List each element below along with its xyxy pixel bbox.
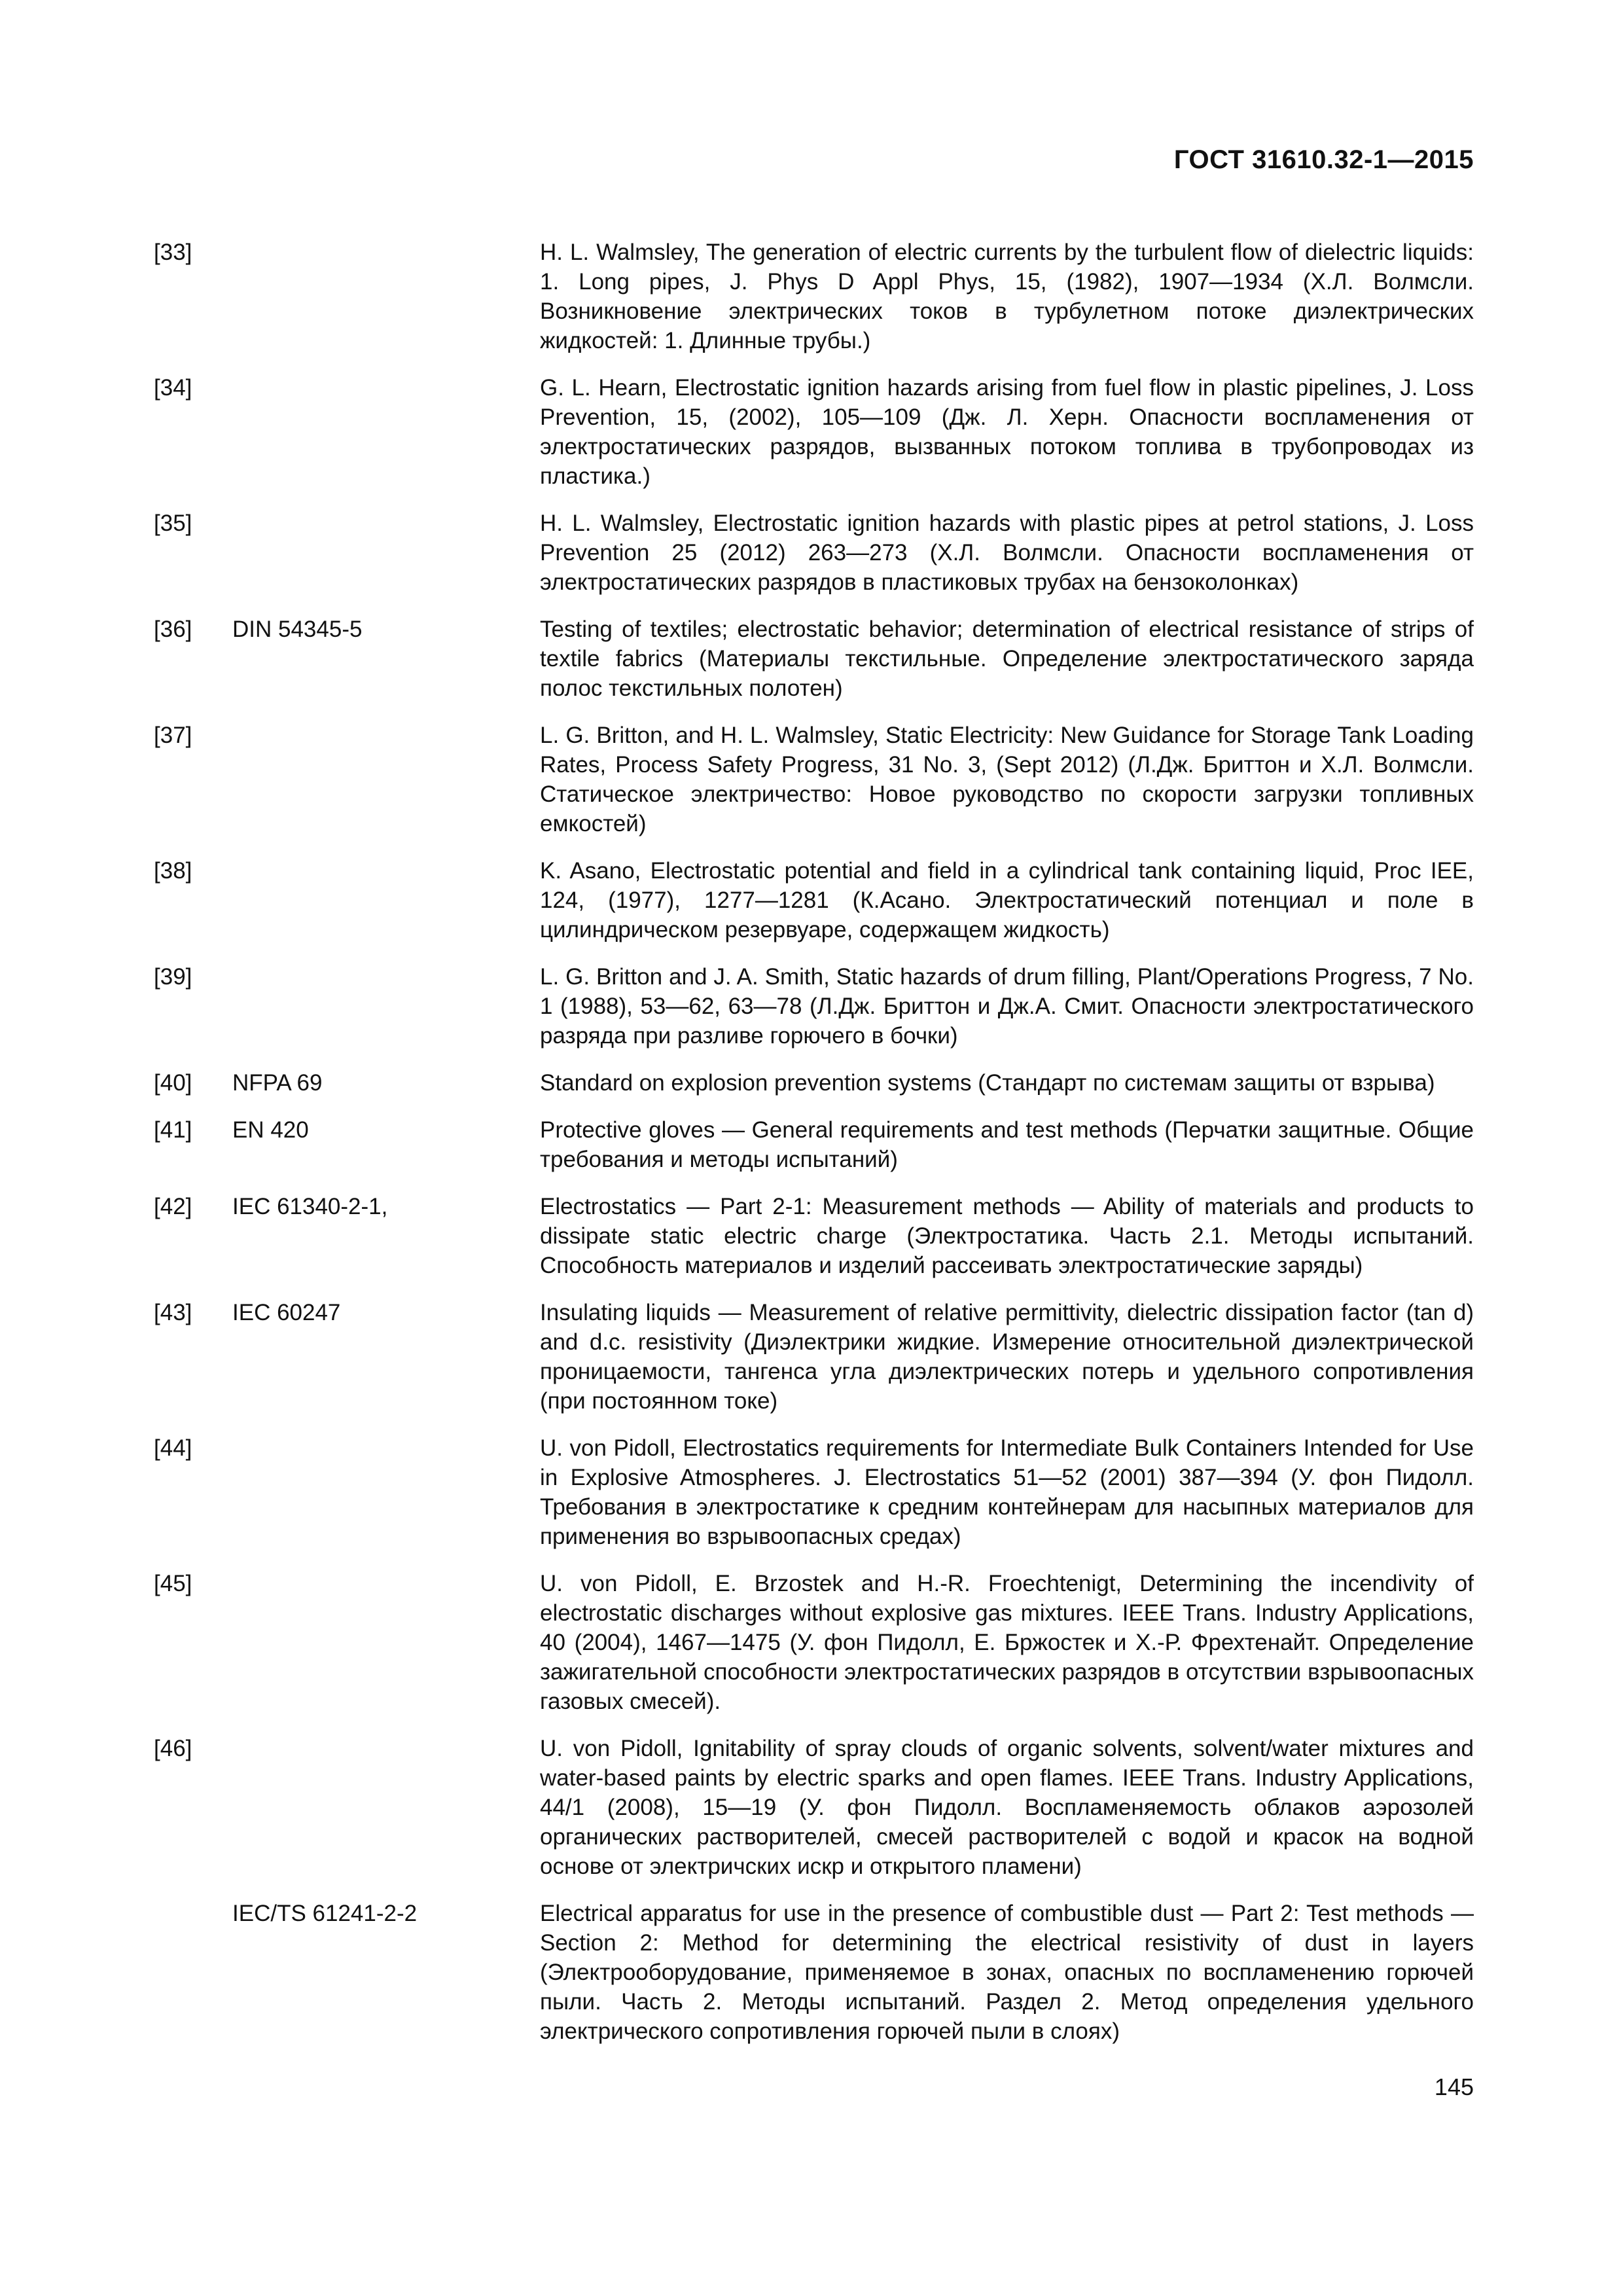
bibliography-entry bbox=[154, 509, 1474, 597]
standard-code: DIN 54345-5 bbox=[232, 617, 363, 642]
bibliography-entry bbox=[154, 1899, 1474, 2046]
reference-number: [46] bbox=[154, 1736, 192, 1761]
standard-code bbox=[232, 721, 540, 838]
bibliography-entry bbox=[154, 1115, 1474, 1174]
bibliography-entry bbox=[154, 721, 1474, 838]
reference-number: [43] bbox=[154, 1300, 192, 1325]
standard-code: EN 420 bbox=[232, 1117, 309, 1143]
reference-text: H. L. Walmsley, The generation of electric currents by the turbulent flow of dielectric liquids: 1. Long pipes, J. Phys D Appl Phys, 15, (1982), 1907—1934 (Х.Л. Волмсли. Возникновение электрических токов в турбулетном потоке диэлектрических жидкостей: 1. Длинные трубы.) bbox=[540, 240, 1474, 353]
standard-code bbox=[232, 962, 540, 1050]
reference-text: L. G. Britton, and H. L. Walmsley, Static Electricity: New Guidance for Storage Tank Loading Rates, Process Safety Progress, 31 No. 3, (Sept 2012) (Л.Дж. Бриттон и Х.Л. Волмсли. Статическое электричество: Новое руководство по скорости загрузки топливных емкостей) bbox=[540, 723, 1474, 836]
reference-number bbox=[154, 1899, 232, 2046]
reference-number: [35] bbox=[154, 511, 192, 536]
reference-text: Electrical apparatus for use in the presence of combustible dust — Part 2: Test methods — Section 2: Method for determining the electrical resistivity of dust in layers (Электрооборудование, применяемое в зонах, опасных по воспламенению горючей пыли. Часть 2. Методы испытаний. Раздел 2. Метод определения удельного электрического сопротивления горючей пыли в слоях) bbox=[540, 1901, 1474, 2044]
standard-code bbox=[232, 1433, 540, 1551]
reference-text: H. L. Walmsley, Electrostatic ignition hazards with plastic pipes at petrol stations, J. Loss Prevention 25 (2012) 263—273 (Х.Л. Волмсли. Опасности воспламенения от электростатических разрядов в пластиковых трубах на бензоколонках) bbox=[540, 511, 1474, 595]
reference-text: Insulating liquids — Measurement of relative permittivity, dielectric dissipation factor (tan d) and d.c. resistivity (Диэлектрики жидкие. Измерение относительной диэлектрической проницаемости, тангенса угла диэлектрических потерь и удельного сопротивления (при постоянном токе) bbox=[540, 1300, 1474, 1414]
standard-code bbox=[232, 509, 540, 597]
standard-code bbox=[232, 238, 540, 355]
reference-number: [33] bbox=[154, 240, 192, 265]
reference-text: Electrostatics — Part 2-1: Measurement methods — Ability of materials and products to dissipate static electric charge (Электростатика. Часть 2.1. Методы испытаний. Способность материалов и изделий рассеивать электростатические заряды) bbox=[540, 1194, 1474, 1278]
standard-code bbox=[232, 373, 540, 491]
reference-number: [45] bbox=[154, 1571, 192, 1596]
standard-code bbox=[232, 856, 540, 944]
bibliography-entry bbox=[154, 373, 1474, 491]
standard-code bbox=[232, 1734, 540, 1881]
reference-number: [39] bbox=[154, 964, 192, 990]
page-number: 145 bbox=[1434, 2073, 1474, 2100]
reference-text: U. von Pidoll, Electrostatics requirements for Intermediate Bulk Containers Intended for Use in Explosive Atmospheres. J. Electrostatics 51—52 (2001) 387—394 (У. фон Пидолл. Требования в электростатике к средним контейнерам для насыпных материалов для применения во взрывоопасных средах) bbox=[540, 1435, 1474, 1549]
standard-code: IEC/TS 61241-2-2 bbox=[232, 1901, 418, 1926]
reference-number: [38] bbox=[154, 858, 192, 884]
bibliography-entry bbox=[154, 962, 1474, 1050]
reference-number: [36] bbox=[154, 617, 192, 642]
reference-number: [40] bbox=[154, 1070, 192, 1096]
reference-number: [41] bbox=[154, 1117, 192, 1143]
reference-text: U. von Pidoll, Ignitability of spray clouds of organic solvents, solvent/water mixtures and water-based paints by electric sparks and open flames. IEEE Trans. Industry Applications, 44/1 (2008), 15—19 (У. фон Пидолл. Воспламеняемость облаков аэрозолей органических растворителей, смесей растворителей с водой и красок на водной основе от электричских искр и открытого пламени) bbox=[540, 1736, 1474, 1879]
bibliography-entry bbox=[154, 1298, 1474, 1416]
page-header: ГОСТ 31610.32-1—2015 bbox=[1173, 145, 1474, 174]
bibliography-entry bbox=[154, 615, 1474, 703]
reference-text: K. Asano, Electrostatic potential and field in a cylindrical tank containing liquid, Proc IEE, 124, (1977), 1277—1281 (К.Асано. Электростатический потенциал и поле в цилиндрическом резервуаре, содержащем жидкость) bbox=[540, 858, 1474, 942]
reference-number: [42] bbox=[154, 1194, 192, 1219]
bibliography-entry bbox=[154, 1569, 1474, 1716]
reference-number: [37] bbox=[154, 723, 192, 748]
bibliography-list bbox=[154, 238, 1474, 2064]
bibliography-entry bbox=[154, 1068, 1474, 1098]
standard-code: IEC 61340-2-1, bbox=[232, 1194, 388, 1219]
standard-code bbox=[232, 1569, 540, 1716]
reference-text: L. G. Britton and J. A. Smith, Static hazards of drum filling, Plant/Operations Progress, 7 No. 1 (1988), 53—62, 63—78 (Л.Дж. Бриттон и Дж.А. Смит. Опасности электростатического разряда при разливе горючего в бочки) bbox=[540, 964, 1474, 1049]
reference-text: G. L. Hearn, Electrostatic ignition hazards arising from fuel flow in plastic pipelines, J. Loss Prevention, 15, (2002), 105—109 (Дж. Л. Херн. Опасности воспламенения от электростатических разрядов, вызванных потоком топлива в трубопроводах из пластика.) bbox=[540, 375, 1474, 489]
bibliography-entry bbox=[154, 238, 1474, 355]
bibliography-entry bbox=[154, 1192, 1474, 1280]
reference-text: Testing of textiles; electrostatic behavior; determination of electrical resistance of strips of textile fabrics (Материалы текстильные. Определение электростатического заряда полос текстильных полотен) bbox=[540, 617, 1474, 701]
reference-text: U. von Pidoll, E. Brzostek and H.-R. Froechtenigt, Determining the incendivity of electrostatic discharges without explosive gas mixtures. IEEE Trans. Industry Applications, 40 (2004), 1467—1475 (У. фон Пидолл, Е. Бржостек и Х.-Р. Фрехтенайт. Определение зажигательной способности электростатических разрядов в отсутствии взрывоопасных газовых смесей). bbox=[540, 1571, 1474, 1714]
bibliography-entry bbox=[154, 1734, 1474, 1881]
bibliography-entry bbox=[154, 856, 1474, 944]
reference-text: Standard on explosion prevention systems (Стандарт по системам защиты от взрыва) bbox=[540, 1070, 1435, 1096]
standard-code: NFPA 69 bbox=[232, 1070, 323, 1096]
reference-text: Protective gloves — General requirements and test methods (Перчатки защитные. Общие требования и методы испытаний) bbox=[540, 1117, 1474, 1172]
reference-number: [34] bbox=[154, 375, 192, 401]
bibliography-entry bbox=[154, 1433, 1474, 1551]
standard-code: IEC 60247 bbox=[232, 1300, 341, 1325]
reference-number: [44] bbox=[154, 1435, 192, 1461]
